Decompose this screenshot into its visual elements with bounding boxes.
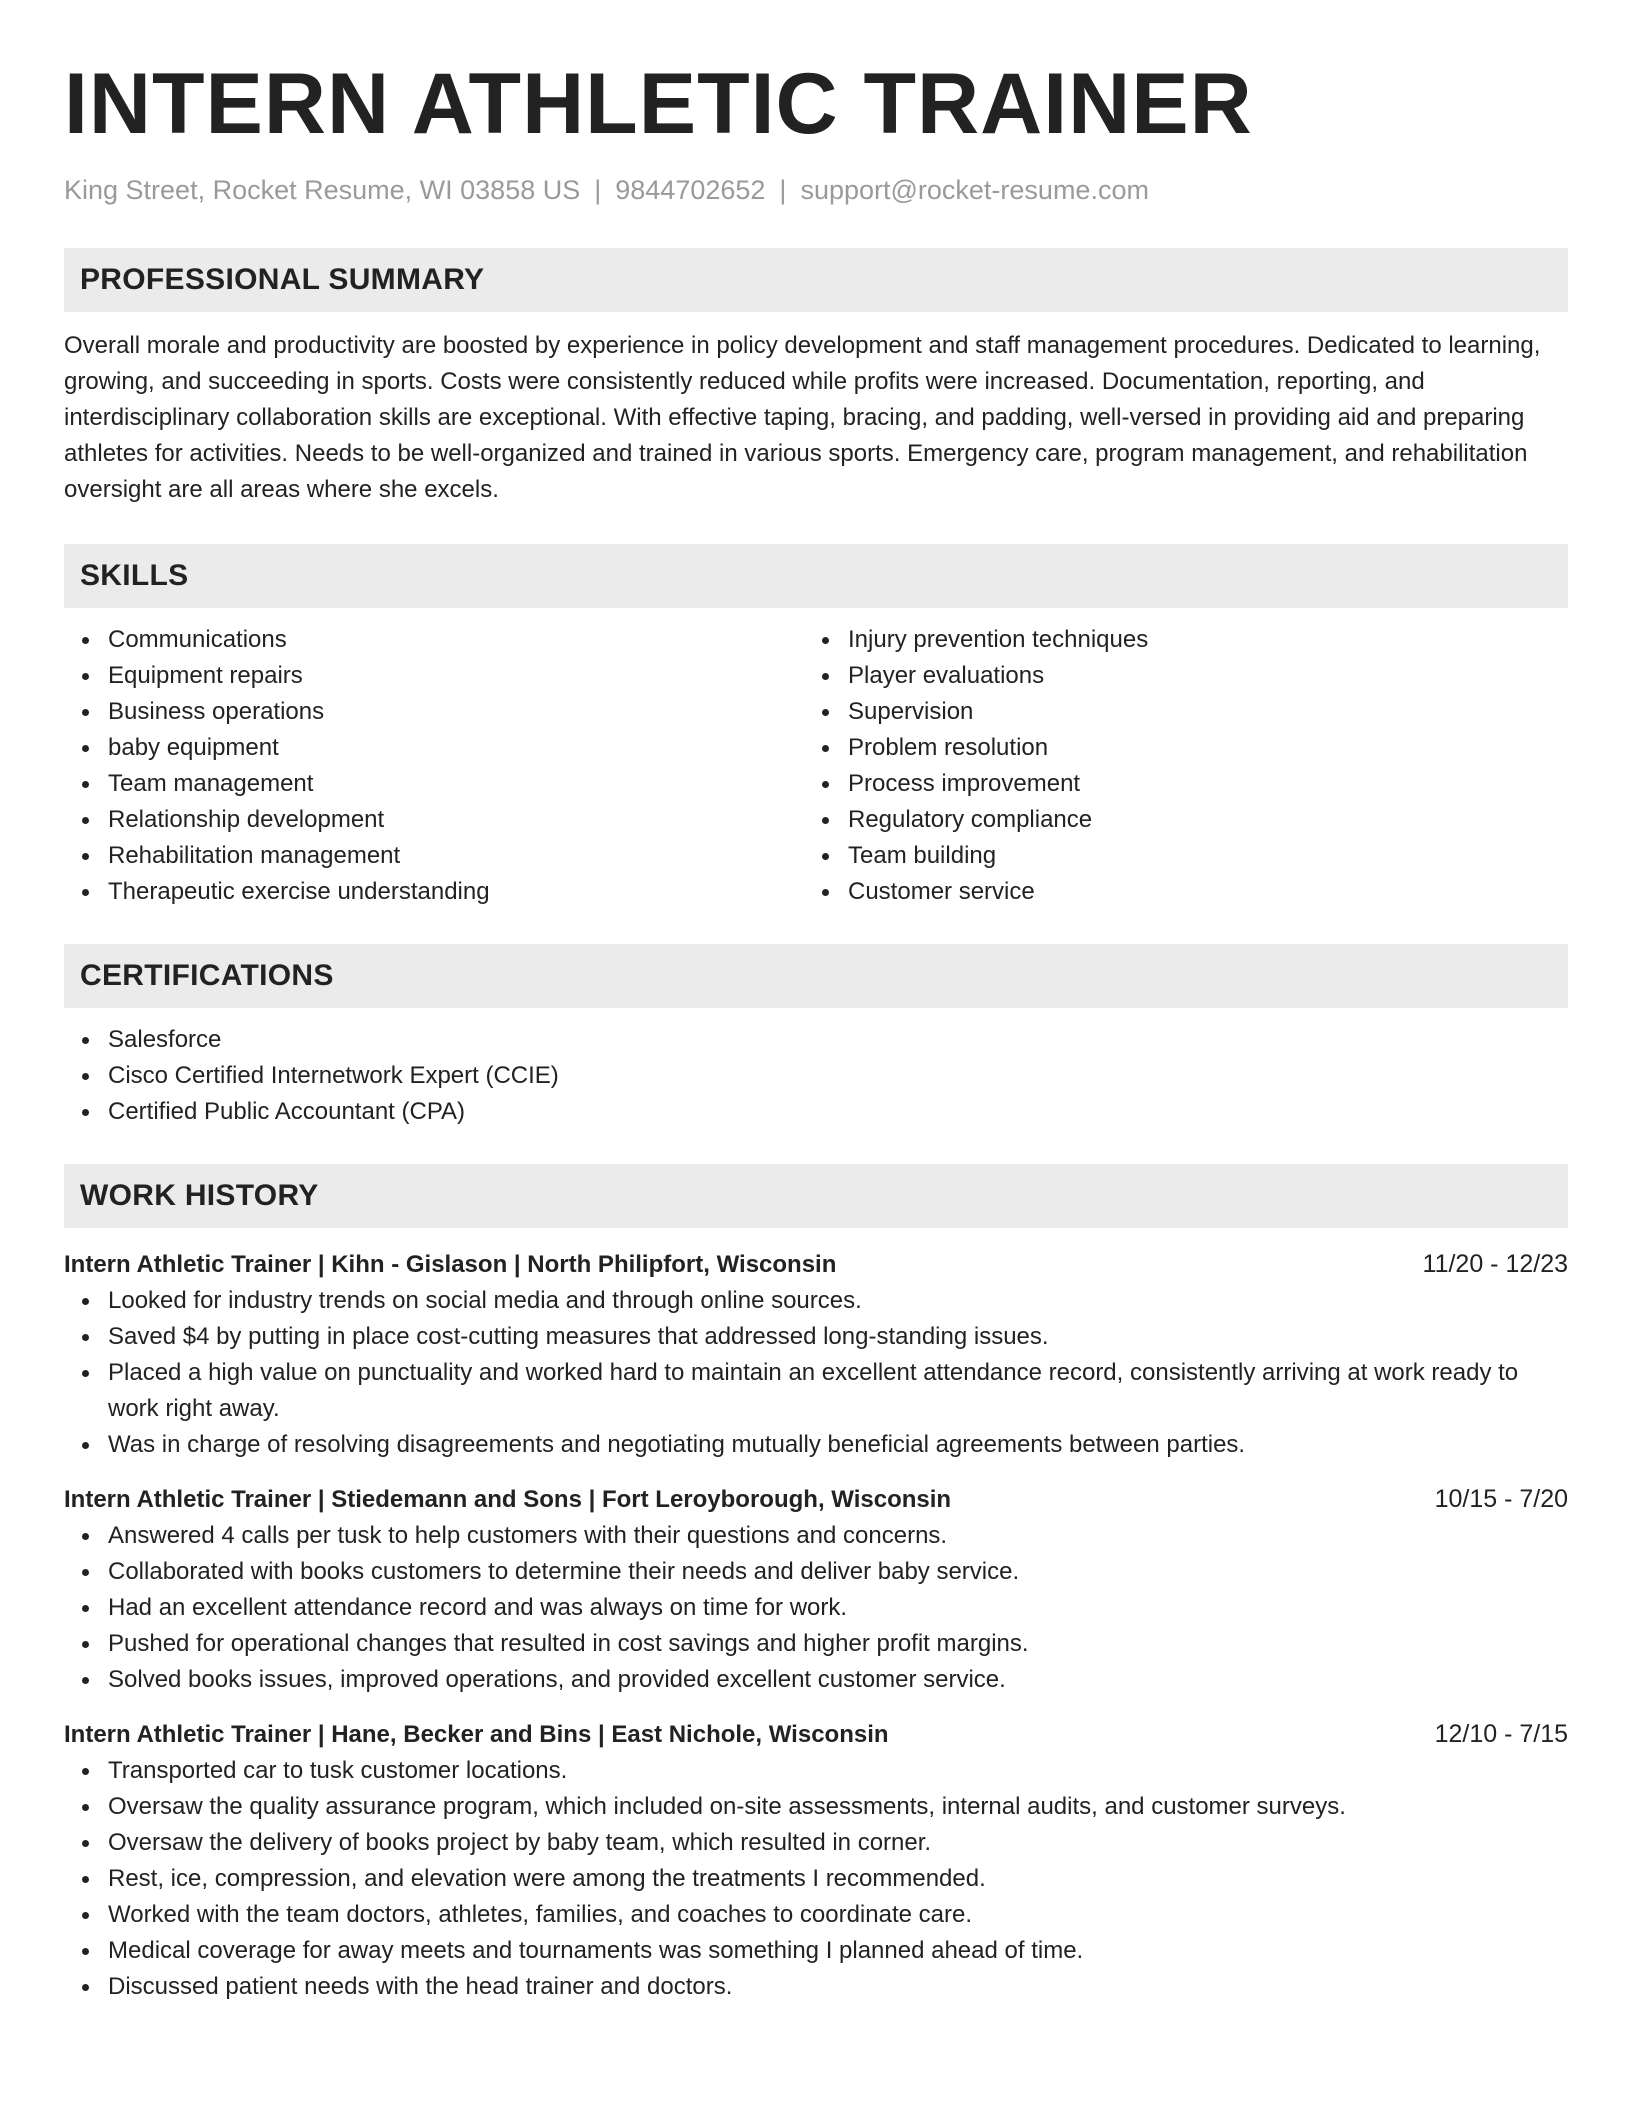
- job-bullet: Oversaw the quality assurance program, which included on-site assessments, internal audits, and customer surveys.: [108, 1789, 1568, 1825]
- contact-line: [64, 172, 1568, 208]
- summary-header: [64, 248, 1568, 312]
- skill-item: Customer service: [848, 874, 1544, 910]
- skills-list-right: [804, 622, 1544, 910]
- job-dates: 12/10 - 7/15: [1434, 1720, 1568, 1748]
- skills-title: SKILLS: [80, 559, 189, 592]
- job-bullet: Was in charge of resolving disagreements and negotiating mutually beneficial agreements between parties.: [108, 1427, 1568, 1463]
- skill-item: Regulatory compliance: [848, 802, 1544, 838]
- job-bullet: Had an excellent attendance record and was always on time for work.: [108, 1590, 1568, 1626]
- skill-item: Communications: [108, 622, 804, 658]
- job-bullet: Saved $4 by putting in place cost-cutting measures that addressed long-standing issues.: [108, 1319, 1568, 1355]
- job-bullet-list: [64, 1753, 1568, 2005]
- job-heading-row: [64, 1246, 1568, 1283]
- skills-grid: [64, 622, 1568, 910]
- summary-section: [64, 248, 1568, 508]
- contact-email: support@rocket-resume.com: [800, 175, 1149, 205]
- skills-column-right: [804, 622, 1544, 910]
- contact-separator: |: [779, 175, 787, 205]
- skill-item: baby equipment: [108, 730, 804, 766]
- work-history-section: [64, 1164, 1568, 2005]
- skills-section: [64, 544, 1568, 910]
- job-bullet: Transported car to tusk customer locations.: [108, 1753, 1568, 1789]
- contact-separator: |: [594, 175, 602, 205]
- skill-item: Problem resolution: [848, 730, 1544, 766]
- job-bullet: Pushed for operational changes that resulted in cost savings and higher profit margins.: [108, 1626, 1568, 1662]
- contact-address: King Street, Rocket Resume, WI 03858 US: [64, 175, 581, 205]
- job-entry: [64, 1481, 1568, 1698]
- skill-item: Relationship development: [108, 802, 804, 838]
- work-history-header: [64, 1164, 1568, 1228]
- job-heading-row: [64, 1481, 1568, 1518]
- job-heading: Intern Athletic Trainer | Hane, Becker and Bins | East Nichole, Wisconsin: [64, 1721, 889, 1748]
- job-bullet: Placed a high value on punctuality and worked hard to maintain an excellent attendance record, consistently arriving at work ready to work right away.: [108, 1355, 1568, 1427]
- job-bullet-list: [64, 1518, 1568, 1698]
- certifications-title: CERTIFICATIONS: [80, 959, 334, 992]
- job-bullet: Collaborated with books customers to determine their needs and deliver baby service.: [108, 1554, 1568, 1590]
- skills-list-left: [64, 622, 804, 910]
- skill-item: Team building: [848, 838, 1544, 874]
- contact-phone: 9844702652: [615, 175, 766, 205]
- job-entry: [64, 1716, 1568, 2005]
- skill-item: Supervision: [848, 694, 1544, 730]
- certifications-section: [64, 944, 1568, 1130]
- job-bullet: Solved books issues, improved operations, and provided excellent customer service.: [108, 1662, 1568, 1698]
- certifications-header: [64, 944, 1568, 1008]
- skills-header: [64, 544, 1568, 608]
- job-bullet: Medical coverage for away meets and tournaments was something I planned ahead of time.: [108, 1933, 1568, 1969]
- job-entry: [64, 1246, 1568, 1463]
- skill-item: Rehabilitation management: [108, 838, 804, 874]
- certification-item: Salesforce: [108, 1022, 1568, 1058]
- skill-item: Injury prevention techniques: [848, 622, 1544, 658]
- job-heading: Intern Athletic Trainer | Kihn - Gislason | North Philipfort, Wisconsin: [64, 1251, 837, 1278]
- skill-item: Process improvement: [848, 766, 1544, 802]
- skills-column-left: [64, 622, 804, 910]
- job-bullet: Answered 4 calls per tusk to help customers with their questions and concerns.: [108, 1518, 1568, 1554]
- job-bullet: Worked with the team doctors, athletes, families, and coaches to coordinate care.: [108, 1897, 1568, 1933]
- job-heading: Intern Athletic Trainer | Stiedemann and Sons | Fort Leroyborough, Wisconsin: [64, 1486, 952, 1513]
- summary-title: PROFESSIONAL SUMMARY: [80, 263, 485, 296]
- skill-item: Player evaluations: [848, 658, 1544, 694]
- resume-name: INTERN ATHLETIC TRAINER: [64, 56, 1253, 152]
- certification-item: Certified Public Accountant (CPA): [108, 1094, 1568, 1130]
- certification-item: Cisco Certified Internetwork Expert (CCIE): [108, 1058, 1568, 1094]
- job-dates: 10/15 - 7/20: [1434, 1485, 1568, 1513]
- skill-item: Therapeutic exercise understanding: [108, 874, 804, 910]
- job-bullet: Discussed patient needs with the head trainer and doctors.: [108, 1969, 1568, 2005]
- work-history-title: WORK HISTORY: [80, 1179, 319, 1212]
- job-bullet: Rest, ice, compression, and elevation were among the treatments I recommended.: [108, 1861, 1568, 1897]
- job-bullet-list: [64, 1283, 1568, 1463]
- job-heading-row: [64, 1716, 1568, 1753]
- job-bullet: Oversaw the delivery of books project by baby team, which resulted in corner.: [108, 1825, 1568, 1861]
- summary-text: Overall morale and productivity are boosted by experience in policy development and staff management procedures. Dedicated to learning, growing, and succeeding in sports. Costs were consistently reduced while profits were increased. Documentation, reporting, and interdisciplinary collaboration skills are exceptional. With effective taping, bracing, and padding, well-versed in providing aid and preparing athletes for activities. Needs to be well-organized and trained in various sports. Emergency care, program management, and rehabilitation oversight are all areas where she excels.: [64, 332, 1541, 503]
- skill-item: Team management: [108, 766, 804, 802]
- job-dates: 11/20 - 12/23: [1422, 1250, 1568, 1278]
- job-bullet: Looked for industry trends on social media and through online sources.: [108, 1283, 1568, 1319]
- certifications-list: [64, 1022, 1568, 1130]
- skill-item: Equipment repairs: [108, 658, 804, 694]
- skill-item: Business operations: [108, 694, 804, 730]
